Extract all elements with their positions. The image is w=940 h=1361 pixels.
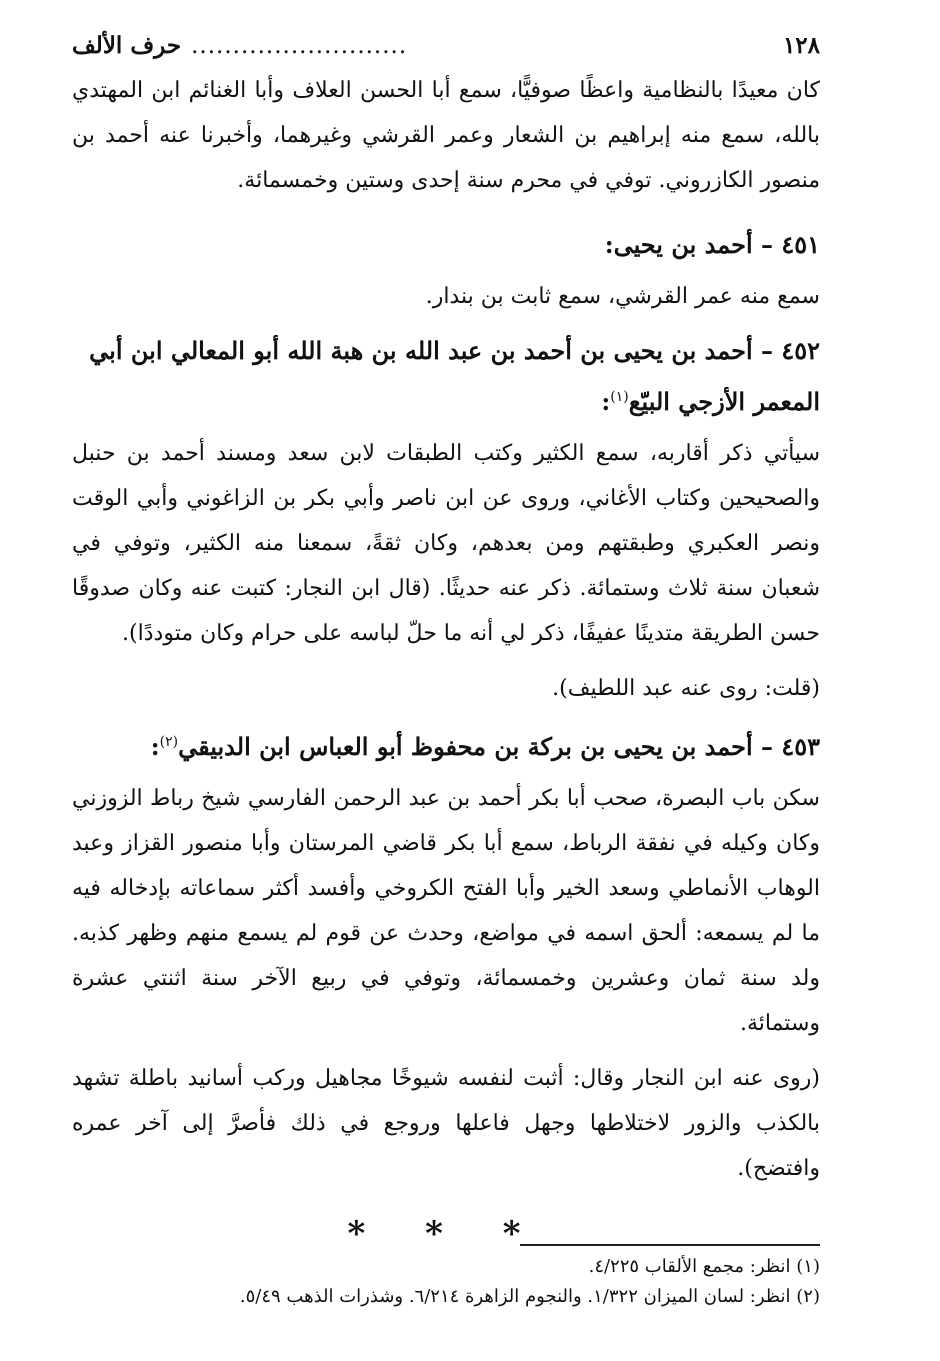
footnote-rule (520, 1244, 820, 1246)
page-number: ١٢٨ (782, 32, 820, 59)
footnote-2: (٢) انظر: لسان الميزان ١/٣٢٢. والنجوم الزاهرة ٦/٢١٤. وشذرات الذهب ٥/٤٩. (239, 1286, 820, 1307)
footnote-ref-2[interactable]: (٢) (159, 734, 179, 750)
book-page (72, 28, 820, 1259)
chapter-title: حرف الألف (72, 32, 182, 59)
entry-paragraph: (قلت: روى عنه عبد اللطيف). (552, 676, 820, 701)
entry-paragraph: سمع منه عمر القرشي، سمع ثابت بن بندار. (425, 284, 820, 309)
entry-heading-453: ٤٥٣ – أحمد بن يحيى بن بركة بن محفوظ أبو العباس ابن الدبيقي$^{(٢)}$: (150, 732, 820, 761)
section-separator: * * * (347, 1214, 545, 1254)
footnote-ref-1[interactable]: (١) (610, 389, 629, 405)
entry-heading-451: ٤٥١ – أحمد بن يحيى: (604, 230, 820, 259)
entry-paragraph: سيأتي ذكر أقاربه، سمع الكثير وكتب الطبقات لابن سعد ومسند أحمد بن حنبل والصحيحين وكتاب الأغاني، وروى عن ابن ناصر وأبي بكر بن الزاغوني وأبي الوقت ونصر العكبري وطبقتهم ومن بعدهم، وكان ثقةً، سمعنا منه الكثير، وتوفي في شعبان سنة ثلاث وستمائة. ذكر عنه حديثًا. (قال ابن النجار: كتبت عنه وكان صدوقًا حسن الطريقة متدينًا عفيفًا، ذكر لي أنه ما حلّ لباسه على حرام وكان متوددًا). (72, 441, 820, 646)
entry-paragraph: كان معيدًا بالنظامية واعظًا صوفيًّا، سمع أبا الحسن العلاف وأبا الغنائم ابن المهتدي بالله، سمع منه إبراهيم بن الشعار وعمر القرشي وغيرهما، وأخبرنا عنه أحمد بن منصور الكازروني. توفي في محرم سنة إحدى وستين وخمسمائة. (72, 78, 820, 193)
running-head (72, 28, 820, 64)
footnotes (160, 1244, 820, 1312)
entry-paragraph: سكن باب البصرة، صحب أبا بكر أحمد بن عبد الرحمن الفارسي شيخ رباط الزوزني وكان وكيله في نفقة الرباط، سمع أبا بكر قاضي المرستان وأبا منصور القزاز وعبد الوهاب الأنماطي وسعد الخير وأبا الفتح الكروخي وأفسد أكثر سماعاته بإدخاله فيه ما لم يسمعه: ألحق اسمه في مواضع، وحدث عن قوم لم يسمع منهم وظهر كذبه. ولد سنة ثمان وعشرين وخمسمائة، وتوفي في ربيع الآخر سنة اثنتي عشرة وستمائة. (72, 786, 820, 1036)
entry-heading-452: ٤٥٢ – أحمد بن يحيى بن أحمد بن عبد الله بن هبة الله أبو المعالي ابن أبي المعمر الأزجي البيّع$^{(١)}$: (89, 336, 820, 416)
entry-paragraph: (روى عنه ابن النجار وقال: أثبت لنفسه شيوخًا مجاهيل وركب أسانيد باطلة تشهد بالكذب والزور لاختلاطها وجهل فاعلها وروجع في ذلك فأصرَّ إلى آخر عمره وافتضح). (72, 1066, 820, 1181)
leader-dots: .......................... (191, 33, 408, 59)
footnote-1: (١) انظر: مجمع الألقاب ٤/٢٢٥. (588, 1256, 820, 1277)
